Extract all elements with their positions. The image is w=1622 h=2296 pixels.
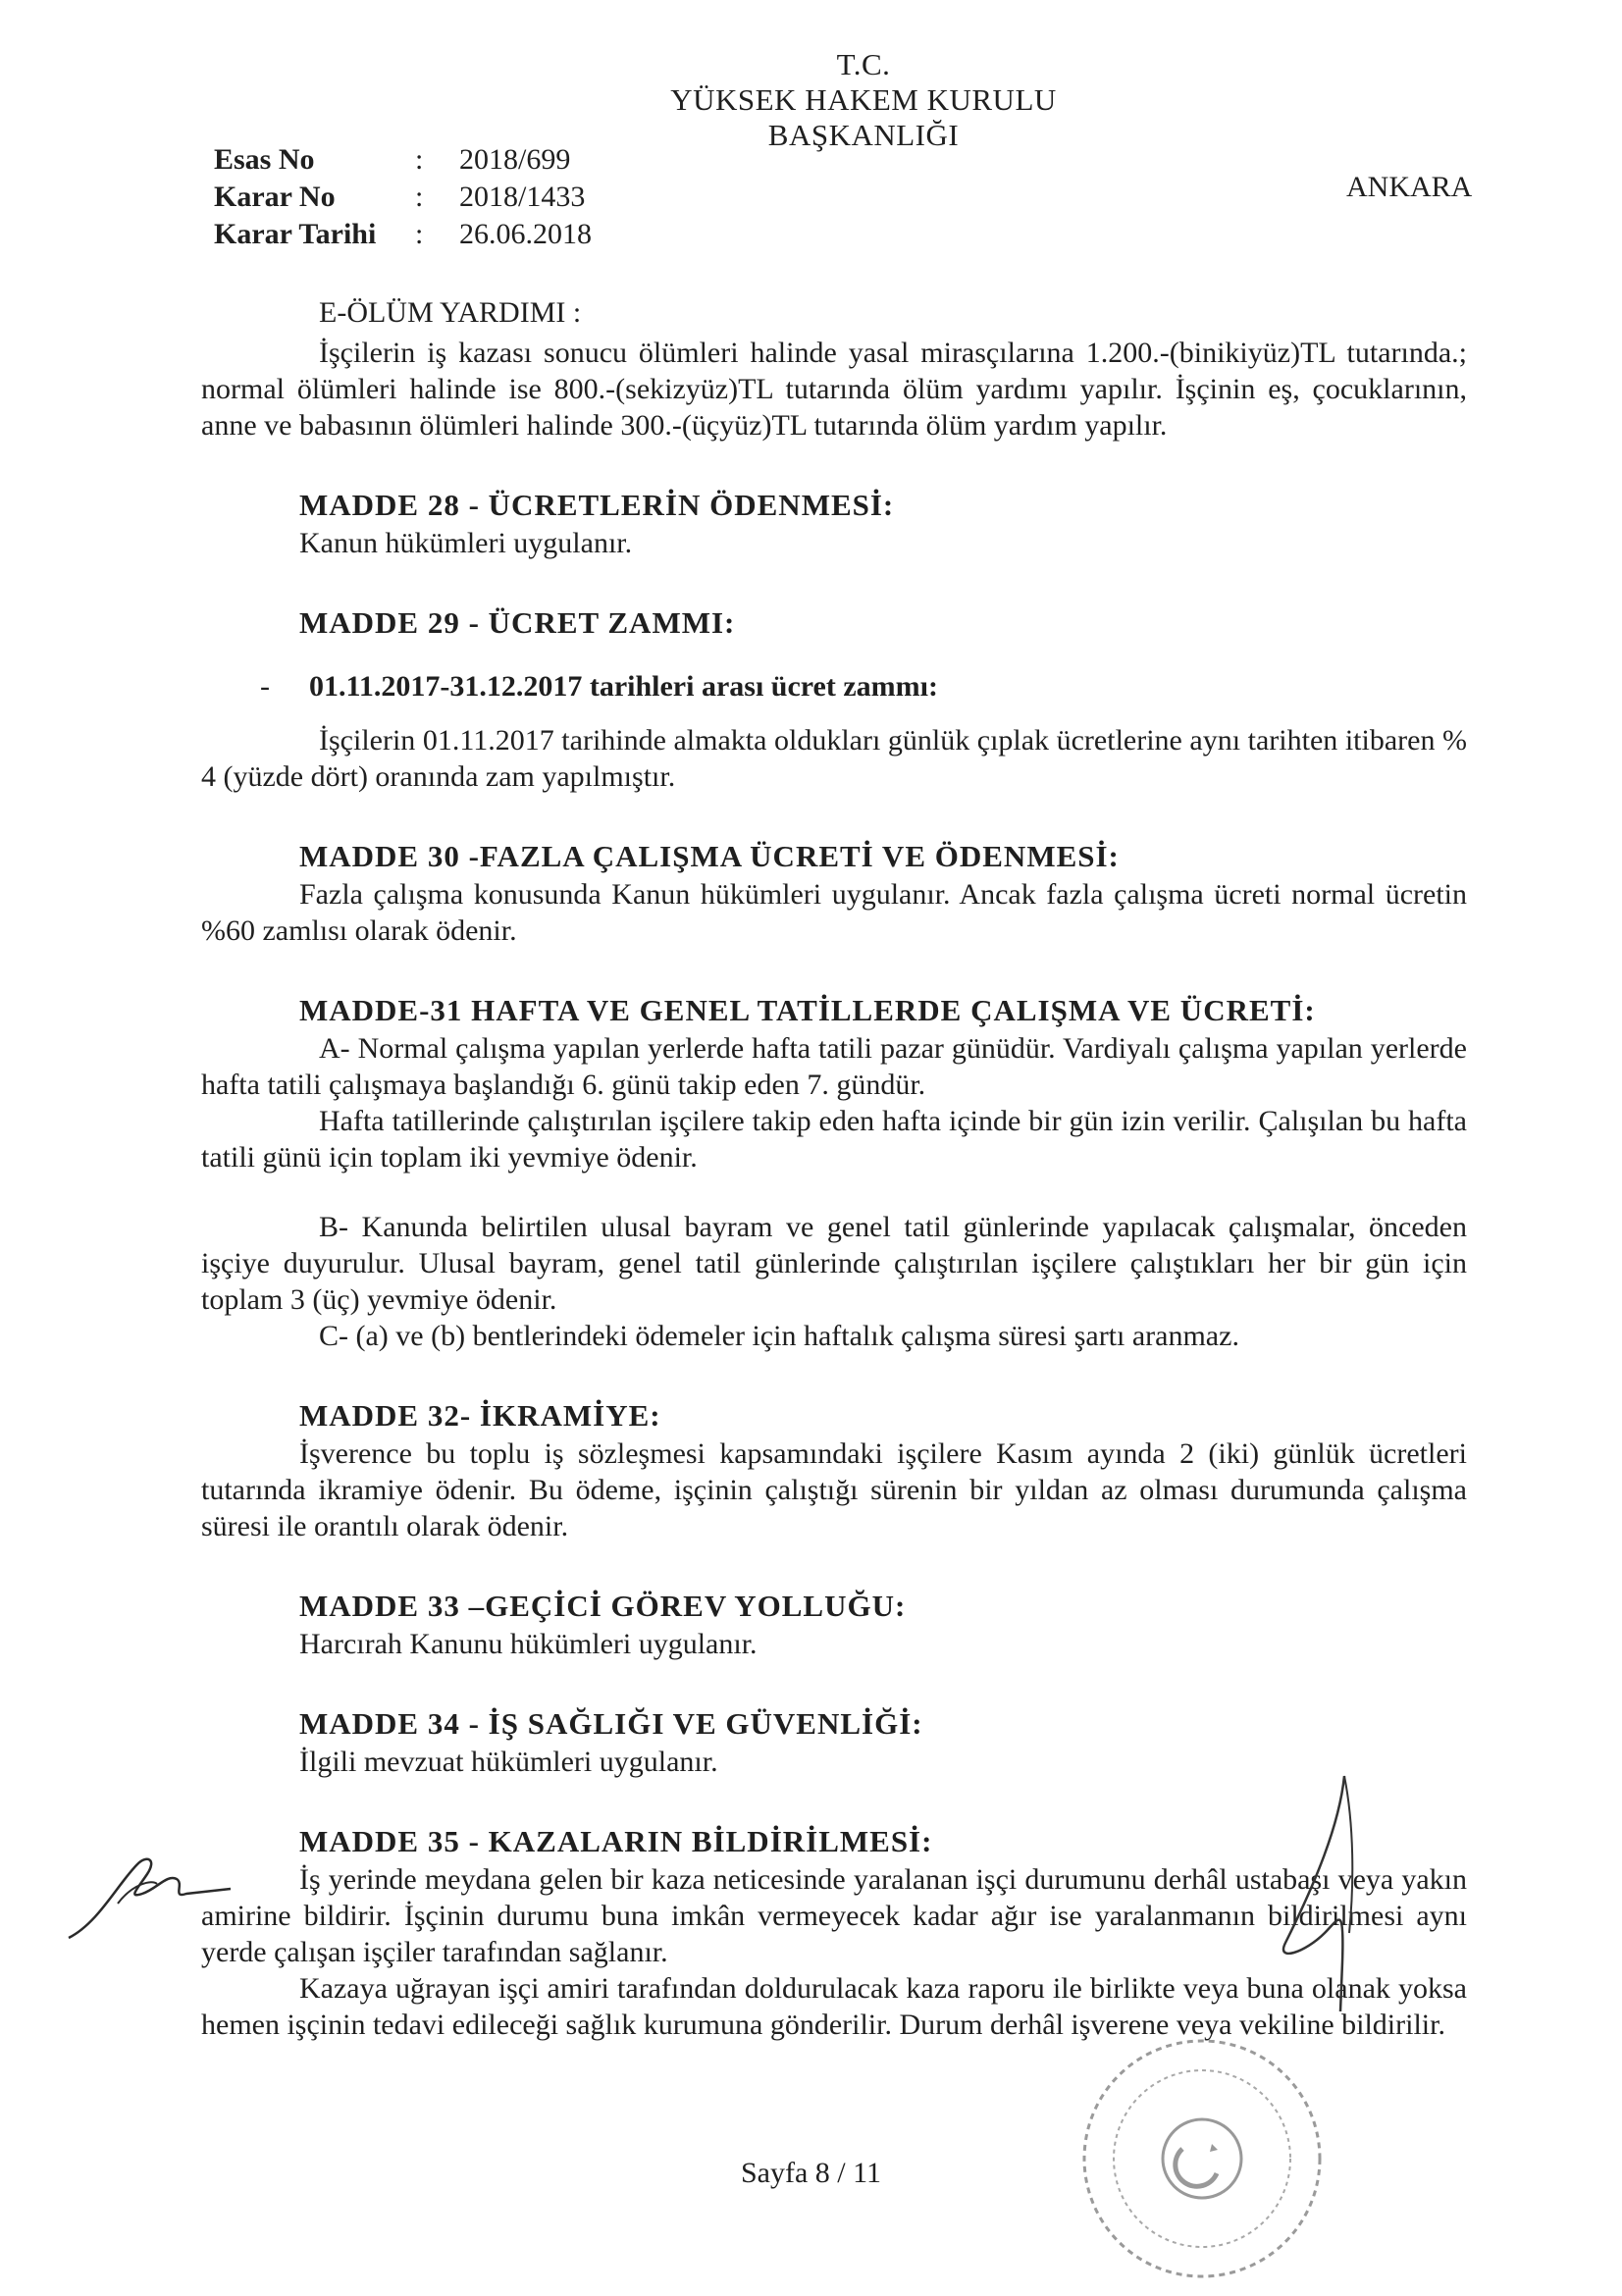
article-28-text: Kanun hükümleri uygulanır. <box>299 527 633 559</box>
article-34-text: İlgili mevzuat hükümleri uygulanır. <box>299 1746 718 1778</box>
article-34-heading: MADDE 34 - İŞ SAĞLIĞI VE GÜVENLİĞİ: <box>299 1706 923 1741</box>
institution-header <box>589 47 1138 153</box>
section-e-text: İşçilerin iş kazası sonucu ölümleri halinde yasal mirasçılarına 1.200.-(binikiyüz)TL tutarında.; normal ölümleri halinde ise 800.-(sekizyüz)TL tutarında ölüm yardımı yapılır. İşçinin eş, çocuklarının, anne ve babasının ölümleri halinde 300.-(üçyüz)TL tutarında ölüm yardım yapılır. <box>201 337 1467 442</box>
article-31-paragraph-a: A- Normal çalışma yapılan yerlerde hafta tatili pazar günüdür. Vardiyalı çalışma yapılan yerlerde hafta tatili çalışmaya başlandığı 6. günü takip eden 7. gündür. <box>201 1032 1467 1101</box>
article-32-heading: MADDE 32- İKRAMİYE: <box>299 1398 661 1433</box>
handwritten-signature-icon <box>59 1845 235 1953</box>
meta-separator: : <box>415 143 424 176</box>
article-33-text: Harcırah Kanunu hükümleri uygulanır. <box>299 1628 758 1660</box>
meta-row-esas <box>214 141 592 179</box>
meta-separator: : <box>415 218 424 250</box>
meta-value: 26.06.2018 <box>459 218 592 250</box>
meta-label: Karar No <box>214 181 336 213</box>
meta-separator: : <box>415 181 424 213</box>
case-meta <box>214 141 592 253</box>
article-31-paragraph-c: C- (a) ve (b) bentlerindeki ödemeler için haftalık çalışma süresi şartı aranmaz. <box>319 1320 1239 1352</box>
meta-value: 2018/1433 <box>459 181 586 213</box>
handwritten-initial-icon <box>1246 1766 1374 2021</box>
header-line-institution: YÜKSEK HAKEM KURULU <box>670 82 1057 117</box>
meta-label: Esas No <box>214 143 315 176</box>
section-e-heading: E-ÖLÜM YARDIMI : <box>319 296 582 329</box>
header-line-presidency: BAŞKANLIĞI <box>767 118 960 152</box>
city-label: ANKARA <box>1346 171 1473 203</box>
article-35-paragraph-1: İş yerinde meydana gelen bir kaza neticesinde yaralanan işçi durumunu derhâl ustabaşı veya yakın amirine bildirir. İşçinin durumu buna imkân vermeyecek kadar ağır ise yaralanmanın bildirilmesi aynı yerde çalışan işçiler tarafından sağlanır. <box>201 1863 1467 1968</box>
article-30-text: Fazla çalışma konusunda Kanun hükümleri uygulanır. Ancak fazla çalışma ücreti normal ücretin %60 zamlısı olarak ödenir. <box>201 878 1467 947</box>
meta-label: Karar Tarihi <box>214 218 377 250</box>
article-31-paragraph-a2: Hafta tatillerinde çalıştırılan işçilere takip eden hafta içinde bir gün izin verilir. Çalışılan bu hafta tatili günü için toplam iki yevmiye ödenir. <box>201 1105 1467 1174</box>
article-33-heading: MADDE 33 –GEÇİCİ GÖREV YOLLUĞU: <box>299 1589 907 1623</box>
article-31-heading: MADDE-31 HAFTA VE GENEL TATİLLERDE ÇALIŞMA VE ÜCRETİ: <box>299 993 1316 1027</box>
list-dash: - <box>260 670 270 703</box>
article-28-heading: MADDE 28 - ÜCRETLERİN ÖDENMESİ: <box>299 488 895 522</box>
article-35-paragraph-2: Kazaya uğrayan işçi amiri tarafından doldurulacak kaza raporu ile birlikte veya buna olanak yoksa hemen işçinin tedavi edileceği sağlık kurumuna gönderilir. Durum derhâl işverene veya vekiline bildirilir. <box>201 1972 1467 2041</box>
article-30-heading: MADDE 30 -FAZLA ÇALIŞMA ÜCRETİ VE ÖDENMESİ: <box>299 839 1120 873</box>
article-29-text: İşçilerin 01.11.2017 tarihinde almakta oldukları günlük çıplak ücretlerine aynı tarihten itibaren % 4 (yüzde dört) oranında zam yapılmıştır. <box>201 724 1467 793</box>
meta-row-karar <box>214 179 592 216</box>
header-line-tc: T.C. <box>836 47 891 81</box>
article-29-heading: MADDE 29 - ÜCRET ZAMMI: <box>299 605 736 640</box>
article-31-paragraph-b: B- Kanunda belirtilen ulusal bayram ve genel tatil günlerinde yapılacak çalışmalar, önceden işçiye duyurulur. Ulusal bayram, genel tatil günlerinde çalıştırılan işçilere çalıştıkları her bir gün için toplam 3 (üç) yevmiye ödenir. <box>201 1211 1467 1316</box>
article-32-text: İşverence bu toplu iş sözleşmesi kapsamındaki işçilere Kasım ayında 2 (iki) günlük ücretleri tutarında ikramiye ödenir. Bu ödeme, işçinin çalıştığı sürenin bir yıldan az olması durumunda çalışma süresi ile orantılı olarak ödenir. <box>201 1437 1467 1542</box>
article-29-subheading-text: 01.11.2017-31.12.2017 tarihleri arası ücret zammı: <box>309 670 938 703</box>
official-seal-icon <box>1020 2002 1374 2296</box>
meta-row-tarih <box>214 216 592 253</box>
page-number: Sayfa 8 / 11 <box>740 2157 882 2189</box>
spacer <box>201 1175 1467 1209</box>
meta-value: 2018/699 <box>459 143 571 176</box>
article-29-subheading <box>260 668 1467 704</box>
article-35-heading: MADDE 35 - KAZALARIN BİLDİRİLMESİ: <box>299 1824 933 1858</box>
